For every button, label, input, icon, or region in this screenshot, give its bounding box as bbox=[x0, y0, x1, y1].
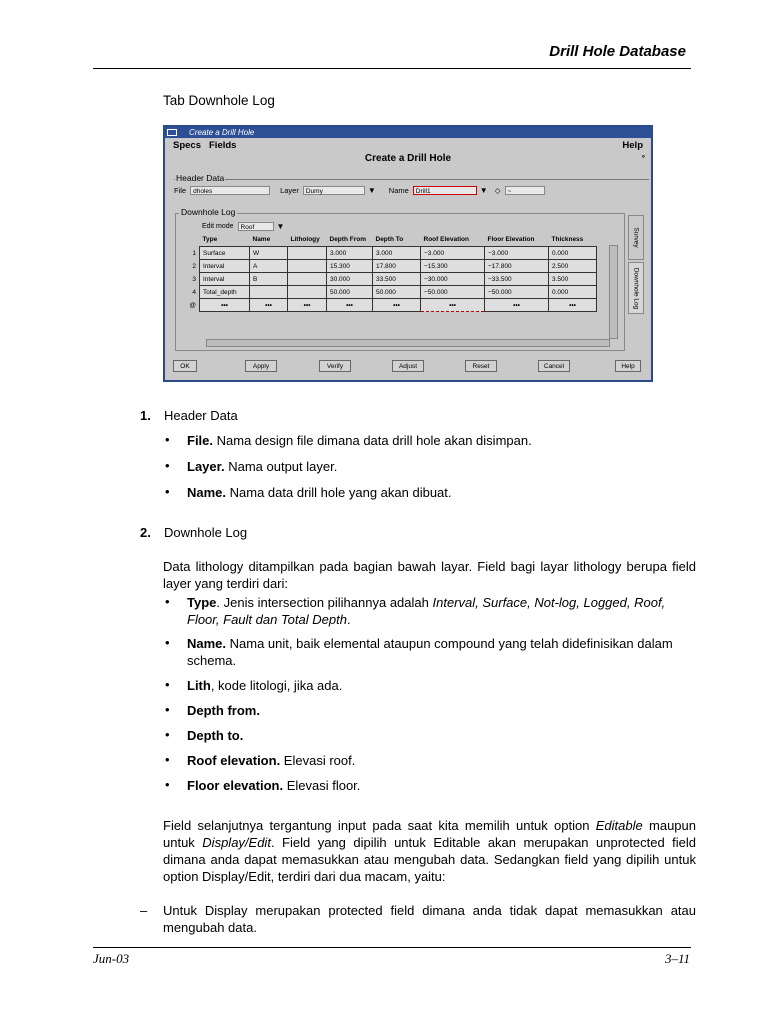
corner-mark-icon: ° bbox=[641, 154, 645, 163]
ok-button[interactable]: OK bbox=[173, 360, 197, 372]
new-row-marker: @ bbox=[189, 301, 196, 309]
col-floor-elevation: Floor Elevation bbox=[487, 236, 535, 243]
cell-name[interactable]: A bbox=[250, 260, 288, 273]
downhole-log-grid bbox=[179, 233, 597, 312]
cell-depth-from[interactable]: 50.000 bbox=[327, 286, 373, 299]
footer-date: Jun-03 bbox=[93, 951, 130, 966]
col-roof-elevation: Roof Elevation bbox=[423, 236, 470, 243]
apply-button[interactable]: Apply bbox=[245, 360, 277, 372]
cell-lithology[interactable] bbox=[288, 247, 327, 260]
cell-floor-elevation[interactable]: −33.500 bbox=[485, 273, 549, 286]
list-number: 1. bbox=[140, 408, 151, 423]
col-thickness: Thickness bbox=[551, 236, 584, 243]
new-cell-thickness[interactable]: ••• bbox=[549, 299, 597, 312]
list-title: Downhole Log bbox=[164, 525, 248, 540]
tab-downhole-log[interactable] bbox=[628, 262, 644, 314]
cell-roof-elevation[interactable]: −50.000 bbox=[421, 286, 485, 299]
name-dropdown-icon[interactable]: ▼ bbox=[479, 185, 488, 195]
name-label: Name bbox=[388, 185, 409, 195]
table-row bbox=[179, 273, 597, 286]
section-title: Tab Downhole Log bbox=[163, 93, 275, 108]
layer-field[interactable]: Dumy bbox=[303, 186, 365, 195]
downhole-intro-paragraph: Data lithology ditampilkan pada bagian bawah layar. Field bagi layar lithology berupa field layer yang terdiri dari: bbox=[163, 559, 696, 591]
new-cell-depth-to[interactable]: ••• bbox=[373, 299, 421, 312]
menu-help[interactable]: Help bbox=[622, 139, 643, 151]
para-term-editable: Editable bbox=[595, 818, 643, 833]
cell-depth-to[interactable]: 50.000 bbox=[373, 286, 421, 299]
desc-name-unit: Nama unit, baik elemental ataupun compound yang telah didefinisikan dalam schema. bbox=[187, 636, 673, 668]
row-number: 2 bbox=[192, 262, 196, 270]
cell-name[interactable]: B bbox=[250, 273, 288, 286]
para-text-1: Field selanjutnya tergantung input pada saat kita memilih untuk option bbox=[163, 818, 596, 833]
new-cell-depth-from[interactable]: ••• bbox=[327, 299, 373, 312]
running-header-title: Drill Hole Database bbox=[549, 43, 686, 60]
menu-fields[interactable]: Fields bbox=[209, 139, 237, 151]
extra-label-icon: ◇ bbox=[494, 185, 501, 195]
row-number: 1 bbox=[192, 249, 196, 257]
row-number: 3 bbox=[192, 275, 196, 283]
desc-layer: Nama output layer. bbox=[224, 459, 338, 474]
cell-floor-elevation[interactable]: −3.000 bbox=[485, 247, 549, 260]
edit-mode-dropdown-icon[interactable]: ▼ bbox=[276, 222, 285, 231]
cell-type[interactable]: Total_depth bbox=[200, 286, 250, 299]
window-menu-icon[interactable] bbox=[167, 129, 177, 136]
cell-depth-from[interactable]: 30.000 bbox=[327, 273, 373, 286]
cell-type[interactable]: Interval bbox=[200, 260, 250, 273]
new-cell-floor-elevation[interactable]: ••• bbox=[485, 299, 549, 312]
table-row bbox=[179, 247, 597, 260]
window-titlebar bbox=[165, 127, 651, 138]
list-number: 2. bbox=[140, 525, 151, 540]
adjust-button[interactable]: Adjust bbox=[392, 360, 424, 372]
term-name-unit: Name. bbox=[187, 636, 227, 651]
col-name: Name bbox=[252, 236, 271, 243]
name-field[interactable]: Drill1 bbox=[413, 186, 477, 195]
cell-lithology[interactable] bbox=[288, 286, 327, 299]
help-button[interactable]: Help bbox=[615, 360, 641, 372]
cell-thickness[interactable]: 0.000 bbox=[549, 247, 597, 260]
term-roof-elevation: Roof elevation. bbox=[187, 753, 281, 768]
new-cell-lithology[interactable]: ••• bbox=[288, 299, 327, 312]
layer-dropdown-icon[interactable]: ▼ bbox=[367, 185, 376, 195]
footer-rule bbox=[93, 947, 691, 948]
header-data-row bbox=[174, 184, 545, 196]
dialog-title-text: Create a Drill Hole bbox=[364, 153, 452, 164]
edit-mode-label: Edit mode bbox=[202, 223, 234, 230]
desc-name: Nama data drill hole yang akan dibuat. bbox=[226, 485, 452, 500]
tab-survey[interactable] bbox=[628, 215, 644, 260]
file-field[interactable]: dholes bbox=[190, 186, 270, 195]
dialog-title bbox=[165, 152, 651, 166]
new-cell-name[interactable]: ••• bbox=[250, 299, 288, 312]
menubar bbox=[165, 138, 651, 152]
term-layer: Layer. bbox=[187, 459, 225, 474]
header-data-legend: Header Data bbox=[176, 173, 225, 183]
downhole-log-legend: Downhole Log bbox=[181, 207, 236, 217]
header-rule bbox=[93, 68, 691, 69]
col-lithology: Lithology bbox=[290, 236, 320, 243]
menu-specs[interactable]: Specs bbox=[173, 139, 201, 151]
desc-type-c: . bbox=[346, 612, 351, 627]
col-type: Type bbox=[202, 236, 218, 243]
cell-depth-from[interactable]: 15.300 bbox=[327, 260, 373, 273]
term-name: Name. bbox=[187, 485, 227, 500]
desc-file: Nama design file dimana data drill hole akan disimpan. bbox=[213, 433, 532, 448]
dialog-button-row bbox=[171, 360, 649, 375]
cell-depth-to[interactable]: 3.000 bbox=[373, 247, 421, 260]
cell-lithology[interactable] bbox=[288, 273, 327, 286]
grid-vertical-scrollbar[interactable] bbox=[609, 245, 618, 339]
cell-roof-elevation[interactable]: −3.000 bbox=[421, 247, 485, 260]
tab-survey-label: Survey bbox=[632, 227, 640, 248]
display-description: Untuk Display merupakan protected field dimana anda tidak dapat memasukkan atau mengubah data. bbox=[163, 903, 696, 935]
new-cell-type[interactable]: ••• bbox=[200, 299, 250, 312]
cell-name[interactable]: W bbox=[250, 247, 288, 260]
table-row bbox=[179, 286, 597, 299]
layer-label: Layer bbox=[280, 185, 299, 195]
create-drill-hole-window bbox=[163, 125, 653, 382]
para-text-3: . Field yang dipilih untuk Editable akan merupakan unprotected field dimana anda dapat memasukkan atau mengubah data. Sedangkan field yang dipilih untuk option Display/Edit, terdiri dari dua macam, yaitu: bbox=[163, 835, 697, 884]
term-depth-from: Depth from. bbox=[187, 703, 260, 718]
cancel-button[interactable]: Cancel bbox=[538, 360, 570, 372]
edit-mode-row bbox=[202, 222, 287, 231]
term-depth-to: Depth to. bbox=[187, 728, 244, 743]
para-term-display-edit: Display/Edit bbox=[202, 835, 271, 850]
col-depth-to: Depth To bbox=[375, 236, 404, 243]
new-cell-roof-elevation[interactable]: ••• bbox=[421, 299, 485, 312]
desc-floor-elevation: Elevasi floor. bbox=[283, 778, 361, 793]
para-text-2: maupun untuk bbox=[163, 818, 696, 850]
dash-marker: – bbox=[140, 903, 148, 918]
extra-field[interactable]: ~ bbox=[505, 186, 545, 195]
grid-horizontal-scrollbar[interactable] bbox=[206, 339, 610, 347]
cell-roof-elevation[interactable]: −15.300 bbox=[421, 260, 485, 273]
term-type: Type bbox=[187, 595, 217, 610]
new-row bbox=[179, 299, 597, 312]
file-label: File bbox=[174, 185, 187, 195]
desc-lith: , kode litologi, jika ada. bbox=[210, 678, 343, 693]
edit-mode-select[interactable]: Roof bbox=[238, 222, 274, 231]
field-options-paragraph bbox=[163, 817, 696, 885]
tab-downhole-log-label: Downhole Log bbox=[632, 267, 640, 309]
term-lith: Lith bbox=[187, 678, 211, 693]
term-floor-elevation: Floor elevation. bbox=[187, 778, 284, 793]
cell-lithology[interactable] bbox=[288, 260, 327, 273]
footer-page-number: 3–11 bbox=[664, 951, 690, 966]
desc-type-values: Interval, Surface, Not-log, Logged, Roof, Floor, Fault dan Total Depth bbox=[187, 595, 666, 627]
verify-button[interactable]: Verify bbox=[319, 360, 351, 372]
cell-roof-elevation[interactable]: −30.000 bbox=[421, 273, 485, 286]
window-title: Create a Drill Hole bbox=[189, 128, 255, 137]
grid-header-row bbox=[179, 233, 597, 247]
cell-type[interactable]: Interval bbox=[200, 273, 250, 286]
cell-depth-to[interactable]: 33.500 bbox=[373, 273, 421, 286]
term-file: File. bbox=[187, 433, 214, 448]
cell-depth-to[interactable]: 17.800 bbox=[373, 260, 421, 273]
cell-thickness[interactable]: 0.000 bbox=[549, 286, 597, 299]
cell-thickness[interactable]: 2.500 bbox=[549, 260, 597, 273]
col-depth-from: Depth From bbox=[329, 236, 366, 243]
desc-roof-elevation: Elevasi roof. bbox=[280, 753, 356, 768]
cell-floor-elevation[interactable]: −50.000 bbox=[485, 286, 549, 299]
desc-type-a: . Jenis intersection pilihannya adalah bbox=[216, 595, 433, 610]
cell-depth-from[interactable]: 3.000 bbox=[327, 247, 373, 260]
list-title: Header Data bbox=[164, 408, 238, 423]
cell-floor-elevation[interactable]: −17.800 bbox=[485, 260, 549, 273]
cell-type[interactable]: Surface bbox=[200, 247, 250, 260]
reset-button[interactable]: Reset bbox=[465, 360, 497, 372]
row-number: 4 bbox=[192, 288, 196, 296]
table-row bbox=[179, 260, 597, 273]
cell-name[interactable] bbox=[250, 286, 288, 299]
cell-thickness[interactable]: 3.500 bbox=[549, 273, 597, 286]
